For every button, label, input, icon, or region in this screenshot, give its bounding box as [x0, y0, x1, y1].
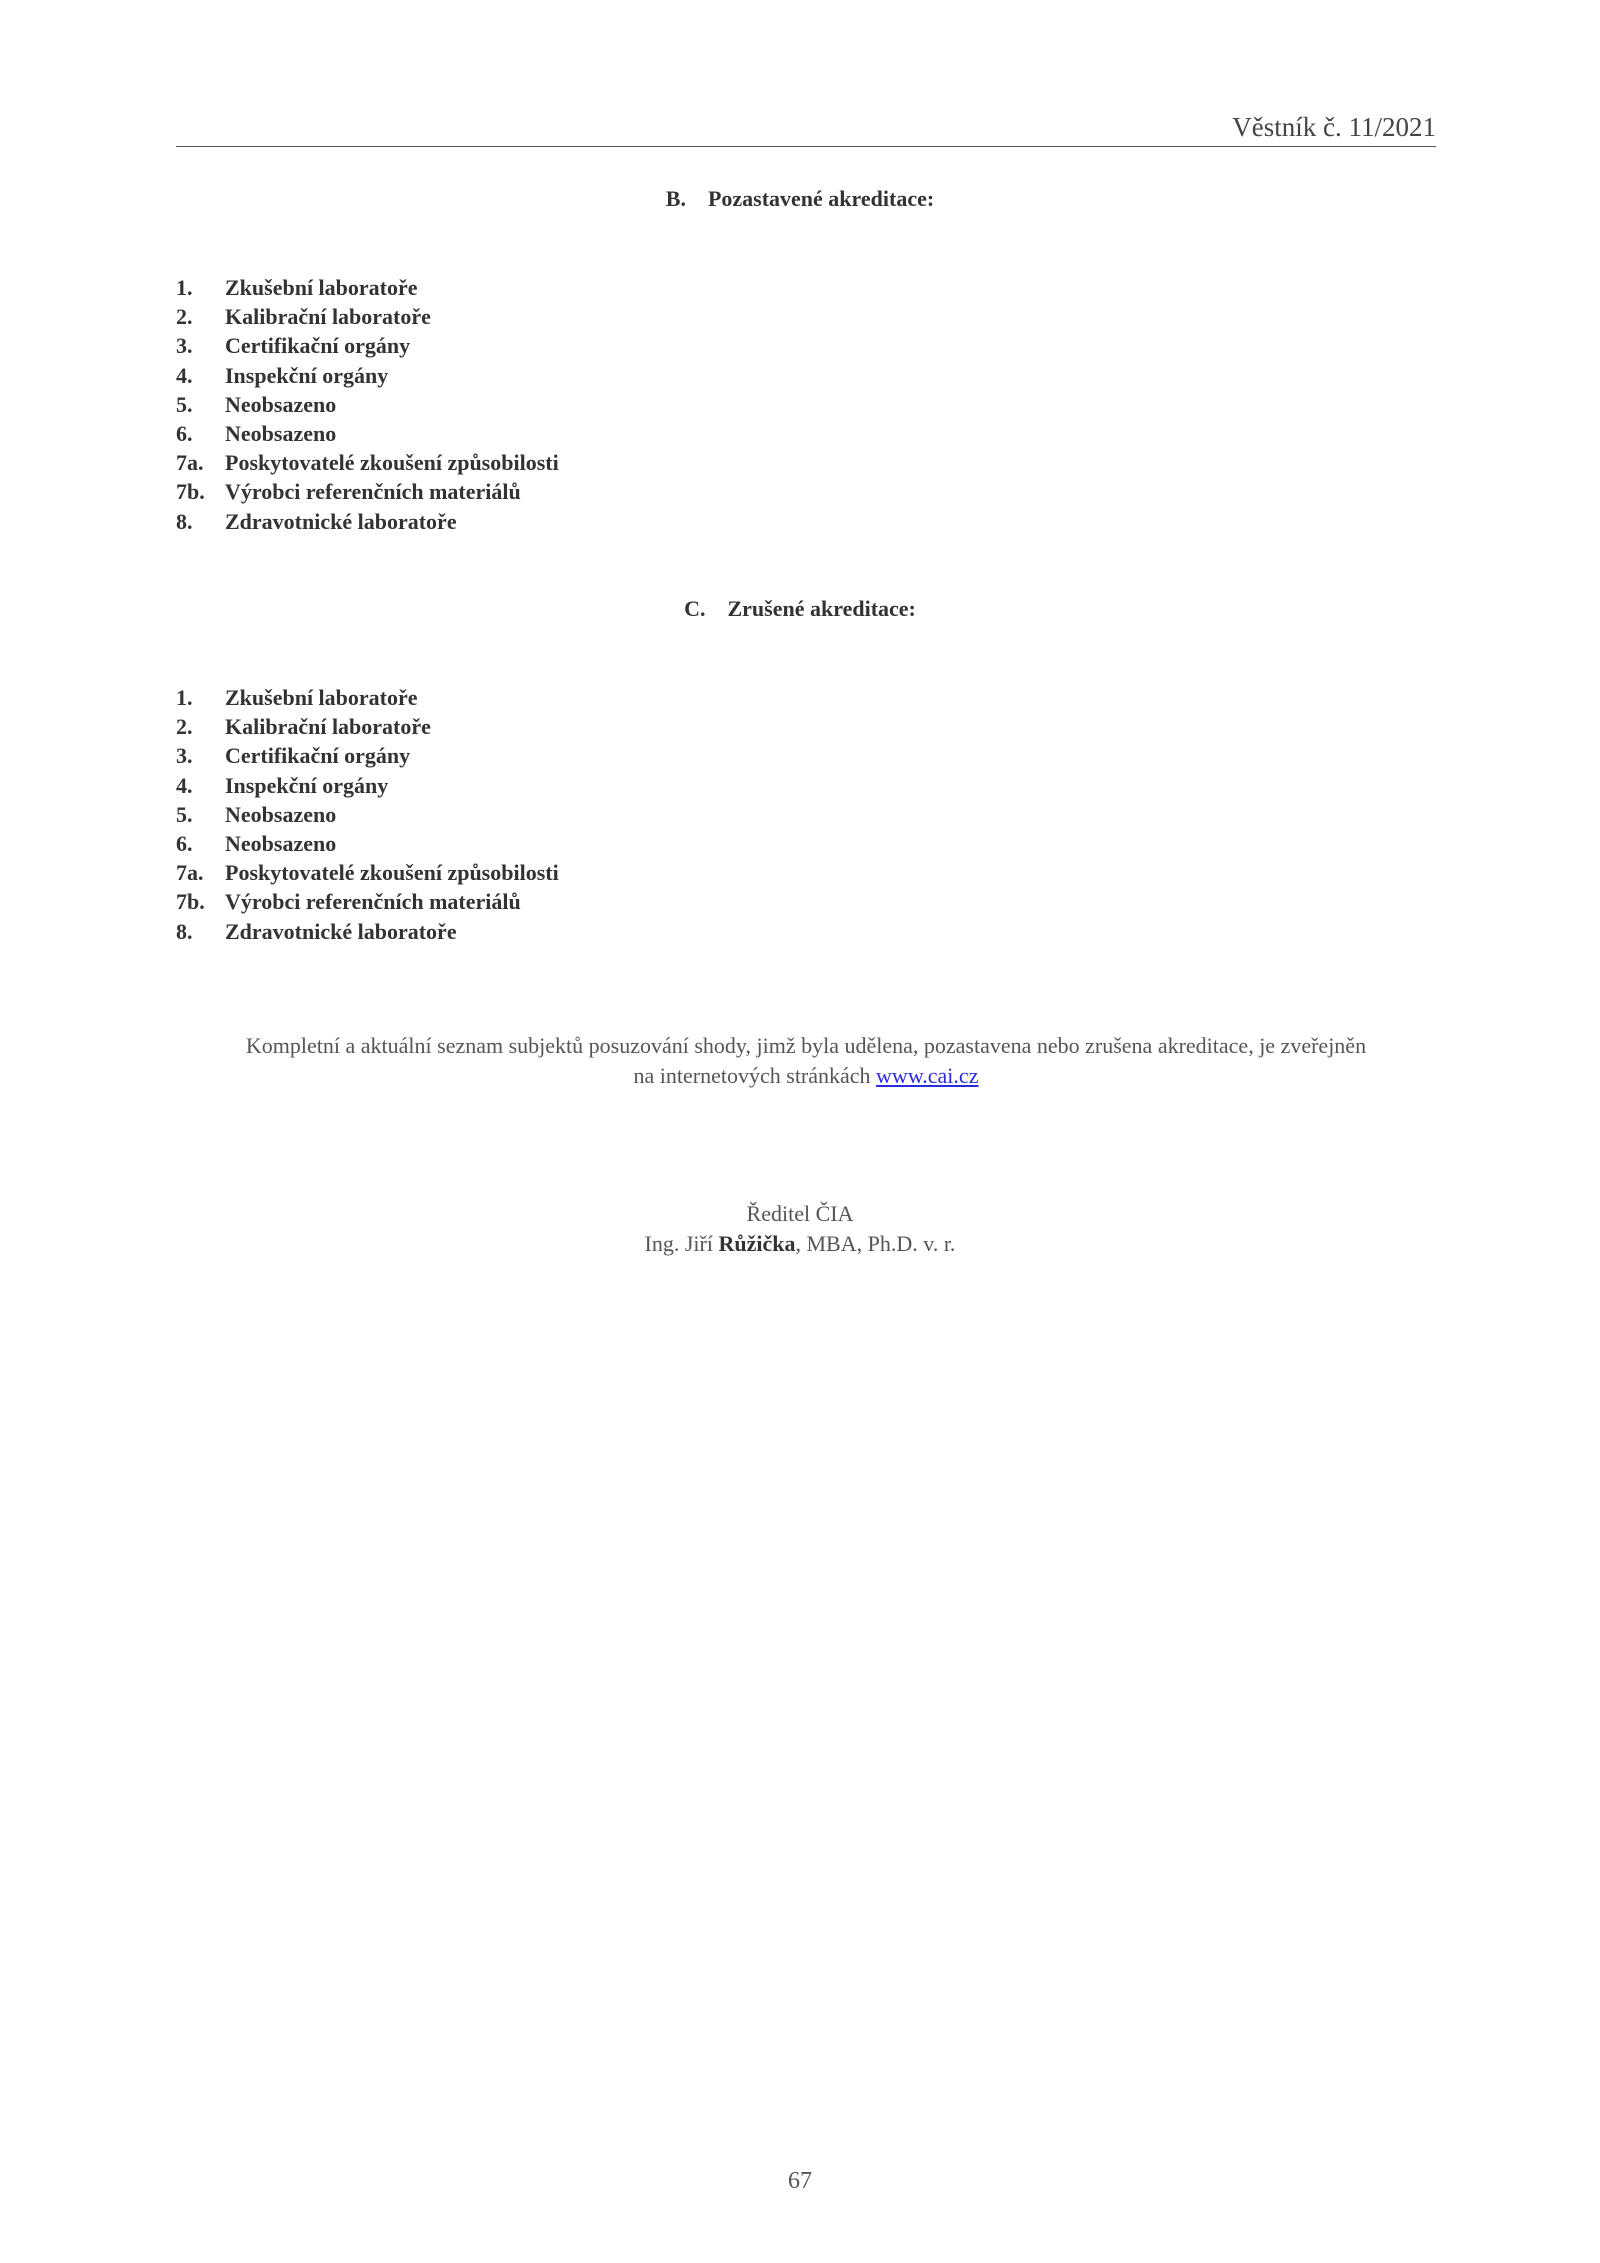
- list-item: [176, 477, 559, 506]
- list-item-number: 5.: [176, 391, 193, 417]
- list-item: [176, 302, 559, 331]
- section-b-list: [176, 273, 559, 536]
- list-item-number: 2.: [176, 304, 193, 330]
- list-item: [176, 829, 559, 858]
- section-b-letter: B.: [665, 186, 686, 211]
- list-item-label: Certifikační orgány: [225, 743, 411, 769]
- cai-website-link[interactable]: www.cai.cz: [876, 1063, 979, 1088]
- list-item-label: Kalibrační laboratoře: [225, 304, 431, 330]
- signature-name-prefix: Ing. Jiří: [644, 1231, 713, 1256]
- page-header: [176, 112, 1436, 147]
- list-item-label: Zdravotnické laboratoře: [225, 508, 457, 534]
- list-item-label: Zkušební laboratoře: [225, 275, 418, 300]
- section-c-letter: C.: [684, 596, 706, 621]
- list-item: [176, 800, 559, 829]
- note-line-1: Kompletní a aktuální seznam subjektů posuzování shody, jimž byla udělena, pozastavena nebo zrušena akreditace, je zveřejněn: [245, 1033, 1367, 1058]
- list-item-label: Zkušební laboratoře: [225, 685, 418, 710]
- list-item: [176, 390, 559, 419]
- list-item-number: 1.: [176, 685, 193, 710]
- list-item-label: Poskytovatelé zkoušení způsobilosti: [225, 450, 559, 476]
- list-item-number: 7a.: [176, 450, 204, 476]
- list-item: [176, 273, 559, 302]
- list-item-number: 8.: [176, 508, 193, 534]
- list-item-label: Inspekční orgány: [225, 772, 389, 798]
- signature-name: [0, 1229, 1600, 1259]
- list-item-label: Výrobci referenčních materiálů: [225, 479, 521, 505]
- list-item: [176, 448, 559, 477]
- list-item: [176, 917, 559, 946]
- list-item-number: 4.: [176, 772, 193, 798]
- list-item: [176, 858, 559, 887]
- list-item-label: Neobsazeno: [225, 801, 337, 827]
- list-item-label: Inspekční orgány: [225, 362, 389, 388]
- list-item-number: 4.: [176, 362, 193, 388]
- list-item-number: 3.: [176, 743, 193, 769]
- list-item-number: 2.: [176, 714, 193, 740]
- list-item: [176, 419, 559, 448]
- list-item: [176, 741, 559, 770]
- section-b-heading: [0, 184, 1600, 214]
- signature-surname: Růžička: [718, 1231, 796, 1256]
- list-item-label: Poskytovatelé zkoušení způsobilosti: [225, 860, 559, 886]
- section-c-title: Zrušené akreditace:: [727, 596, 916, 621]
- section-c-heading: [0, 594, 1600, 624]
- list-item-label: Neobsazeno: [225, 391, 337, 417]
- list-item-number: 7b.: [176, 889, 205, 915]
- section-c-list: [176, 683, 559, 946]
- section-b-title: Pozastavené akreditace:: [707, 186, 935, 211]
- list-item-label: Kalibrační laboratoře: [225, 714, 431, 740]
- list-item-label: Zdravotnické laboratoře: [225, 918, 457, 944]
- page-number: 67: [788, 2168, 812, 2194]
- signature-role: Ředitel ČIA: [746, 1201, 854, 1226]
- list-item: [176, 712, 559, 741]
- accreditation-note: [176, 1031, 1436, 1091]
- list-item-number: 8.: [176, 918, 193, 944]
- list-item-number: 7a.: [176, 860, 204, 886]
- list-item-label: Neobsazeno: [225, 830, 337, 856]
- list-item-number: 3.: [176, 333, 193, 359]
- list-item: [176, 331, 559, 360]
- list-item-number: 6.: [176, 420, 193, 446]
- list-item-number: 1.: [176, 275, 193, 300]
- list-item: [176, 771, 559, 800]
- list-item-label: Výrobci referenčních materiálů: [225, 889, 521, 915]
- list-item-label: Certifikační orgány: [225, 333, 411, 359]
- list-item: [176, 683, 559, 712]
- list-item-label: Neobsazeno: [225, 420, 337, 446]
- list-item: [176, 361, 559, 390]
- signature-name-suffix: , MBA, Ph.D. v. r.: [795, 1231, 956, 1256]
- note-line-2-text: na internetových stránkách: [633, 1063, 871, 1088]
- signature-block: [0, 1199, 1600, 1259]
- list-item-number: 6.: [176, 830, 193, 856]
- list-item: [176, 507, 559, 536]
- list-item-number: 5.: [176, 801, 193, 827]
- list-item-number: 7b.: [176, 479, 205, 505]
- bulletin-title: Věstník č. 11/2021: [1232, 112, 1436, 142]
- note-line-2: [176, 1061, 1436, 1091]
- list-item: [176, 887, 559, 916]
